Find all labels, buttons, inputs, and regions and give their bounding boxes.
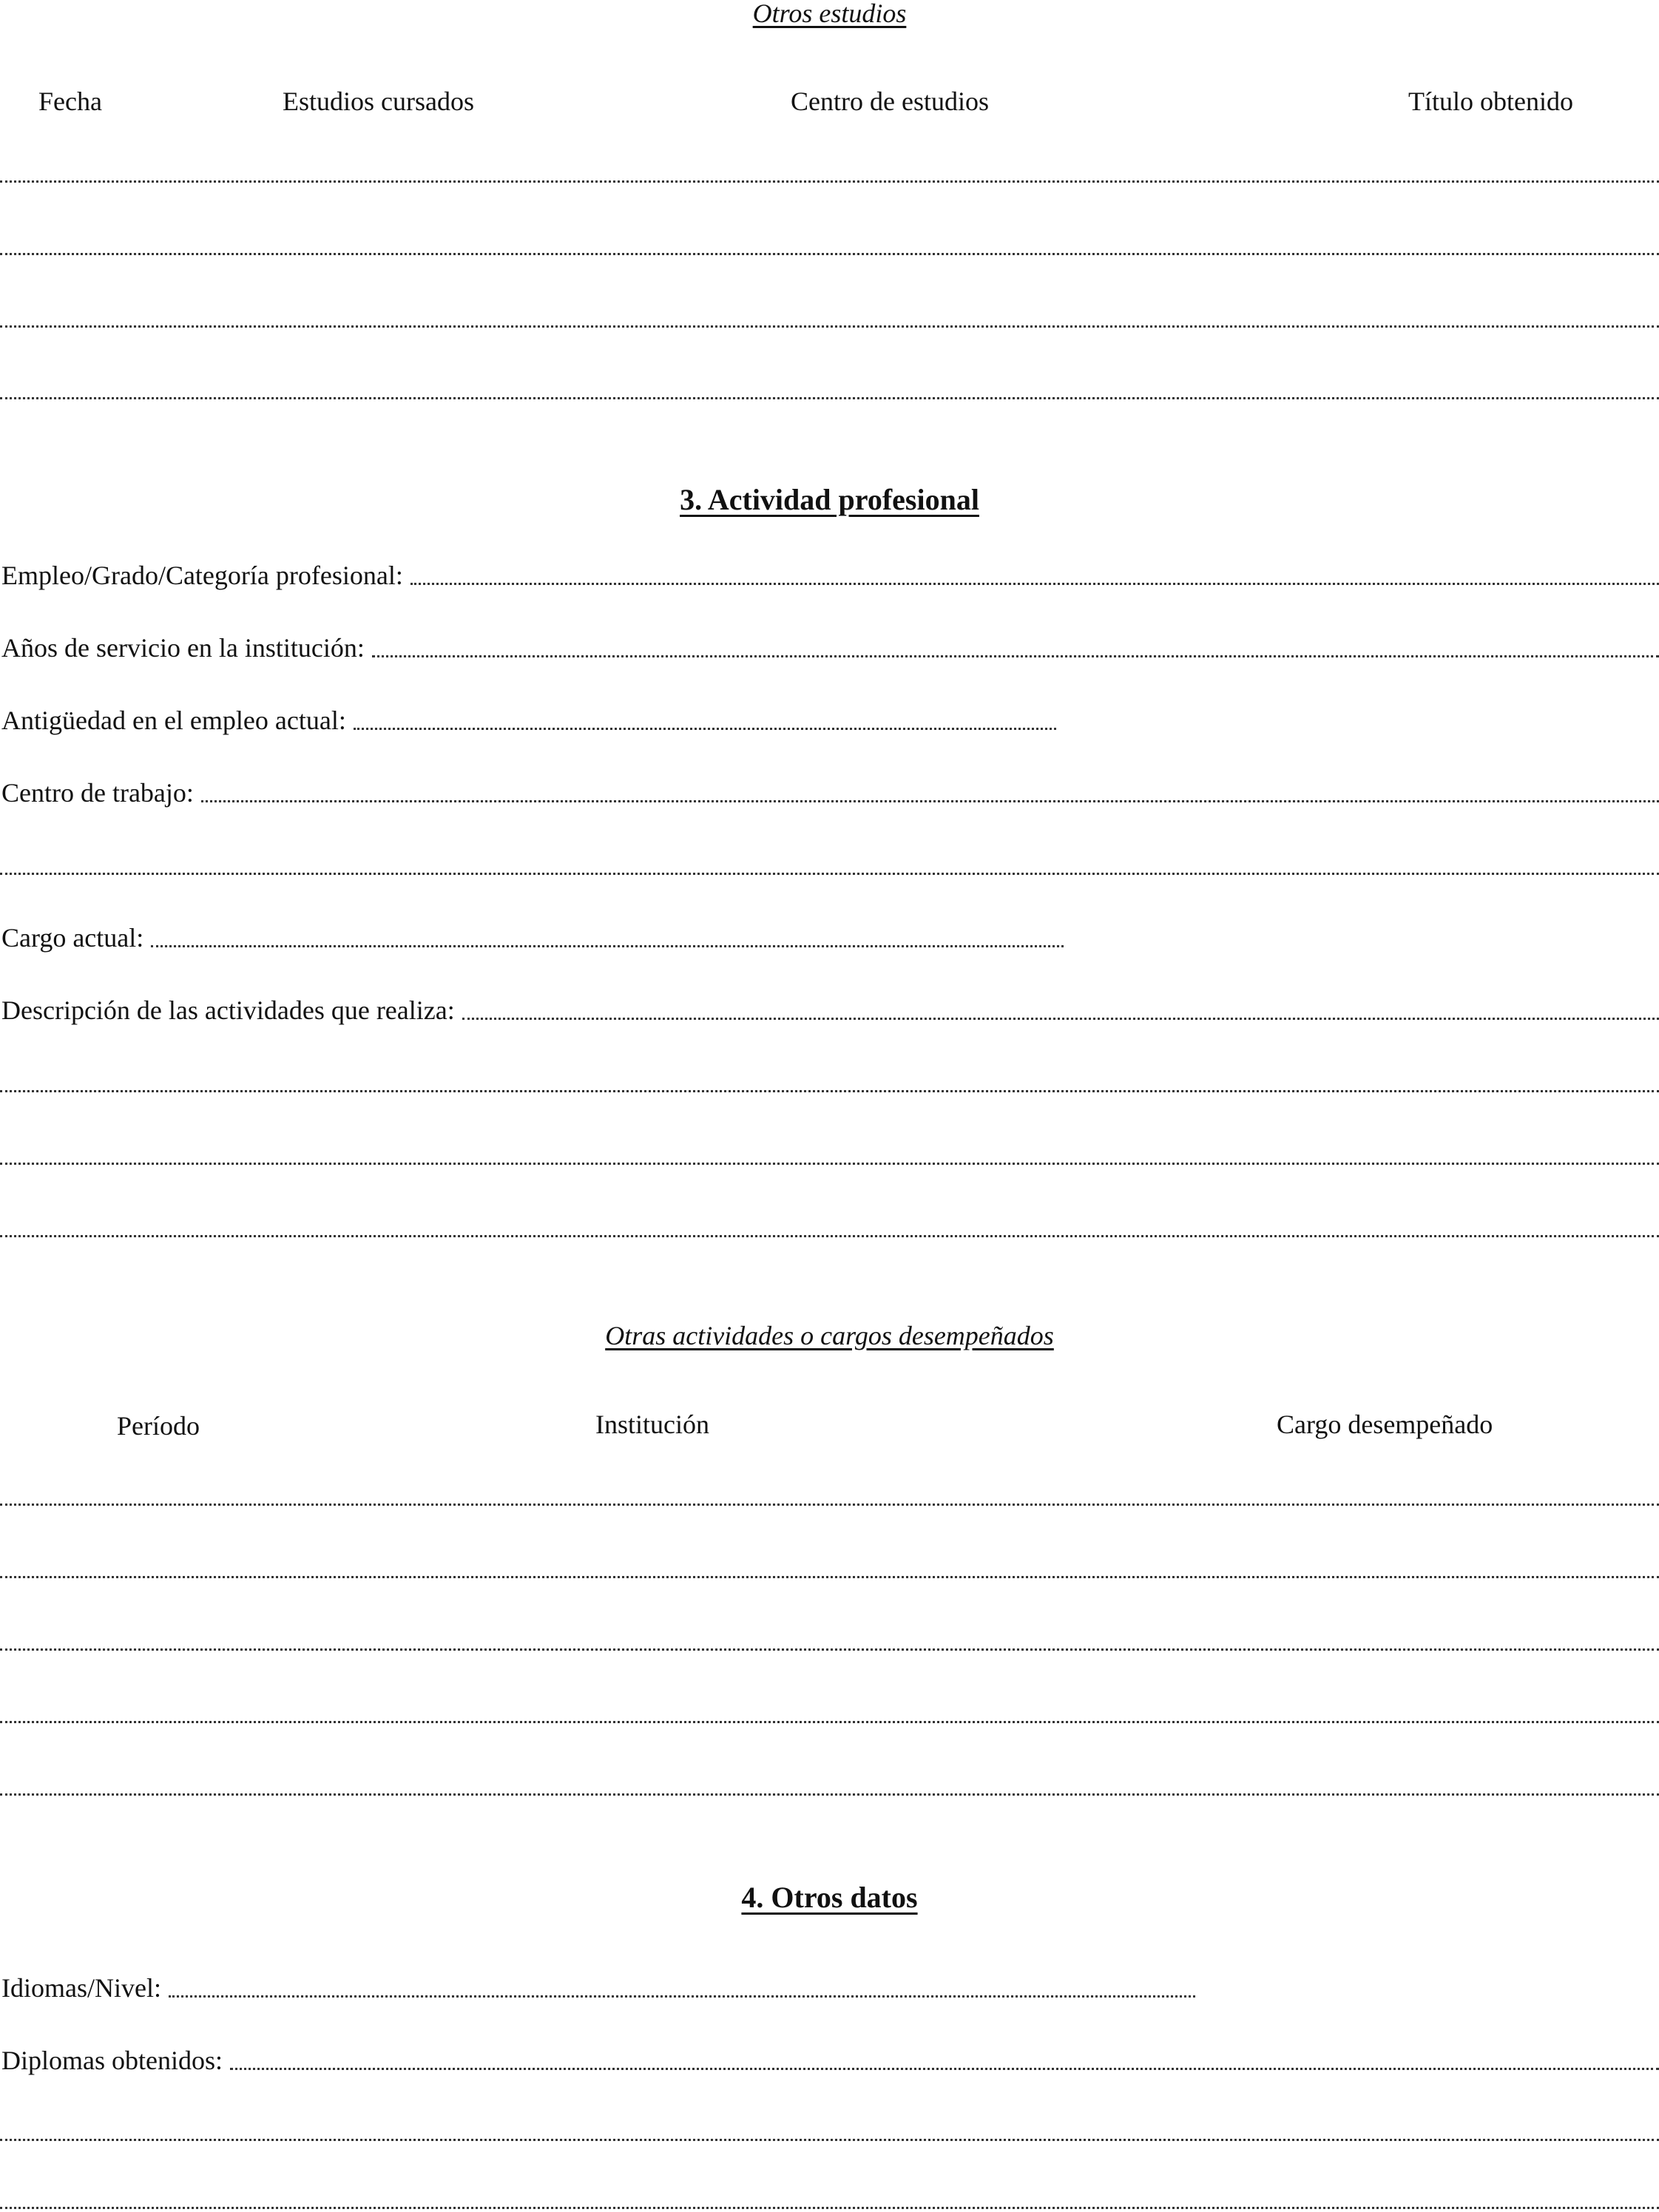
column-header-cargo-desempenado: Cargo desempeñado (1277, 1410, 1493, 1439)
column-header-titulo-obtenido: Título obtenido (1408, 87, 1573, 116)
diplomas-label: Diplomas obtenidos: (1, 2046, 223, 2075)
idiomas-label: Idiomas/Nivel: (1, 1973, 161, 2003)
diplomas-field[interactable] (1, 2044, 1659, 2077)
otros-estudios-row-1[interactable] (0, 180, 1659, 183)
column-header-centro-de-estudios: Centro de estudios (791, 87, 989, 116)
empleo-label: Empleo/Grado/Categoría profesional: (1, 561, 403, 590)
centro-trabajo-label: Centro de trabajo: (1, 778, 194, 808)
column-header-institucion: Institución (595, 1410, 709, 1439)
otros-estudios-row-3[interactable] (0, 325, 1659, 328)
column-header-estudios-cursados: Estudios cursados (283, 87, 474, 116)
diplomas-fill-line[interactable] (230, 2068, 1659, 2070)
diplomas-extra-line-1[interactable] (0, 2139, 1659, 2141)
cargo-actual-label: Cargo actual: (1, 923, 144, 953)
otros-estudios-row-2[interactable] (0, 253, 1659, 255)
descripcion-extra-line-3[interactable] (0, 1235, 1659, 1237)
otras-actividades-row-1[interactable] (0, 1504, 1659, 1506)
idiomas-field[interactable] (1, 1972, 1195, 2004)
otras-actividades-heading: Otras actividades o cargos desempeñados (605, 1321, 1054, 1350)
idiomas-fill-line[interactable] (169, 1995, 1195, 1998)
anos-servicio-label: Años de servicio en la institución: (1, 633, 365, 663)
descripcion-extra-line-2[interactable] (0, 1163, 1659, 1165)
centro-trabajo-extra-line[interactable] (0, 873, 1659, 875)
otras-actividades-row-3[interactable] (0, 1648, 1659, 1651)
cargo-actual-field[interactable] (1, 921, 1064, 954)
antiguedad-field[interactable] (1, 704, 1056, 737)
column-header-fecha: Fecha (38, 87, 102, 116)
otros-estudios-heading: Otros estudios (752, 0, 907, 28)
otras-actividades-row-5[interactable] (0, 1793, 1659, 1796)
empleo-fill-line[interactable] (410, 583, 1659, 585)
otras-actividades-row-2[interactable] (0, 1576, 1659, 1578)
centro-trabajo-fill-line[interactable] (201, 800, 1659, 802)
centro-trabajo-field[interactable] (1, 777, 1659, 809)
descripcion-extra-line-1[interactable] (0, 1090, 1659, 1092)
column-header-periodo: Período (117, 1411, 200, 1441)
empleo-field[interactable] (1, 559, 1659, 592)
anos-servicio-field[interactable] (1, 632, 1659, 664)
otros-datos-heading: 4. Otros datos (741, 1881, 918, 1914)
anos-servicio-fill-line[interactable] (372, 655, 1659, 657)
cargo-actual-fill-line[interactable] (151, 945, 1064, 947)
descripcion-label: Descripción de las actividades que realiza: (1, 995, 455, 1025)
otros-estudios-row-4[interactable] (0, 397, 1659, 399)
actividad-profesional-heading: 3. Actividad profesional (680, 483, 979, 516)
antiguedad-label: Antigüedad en el empleo actual: (1, 706, 346, 735)
otras-actividades-row-4[interactable] (0, 1721, 1659, 1723)
descripcion-fill-line[interactable] (462, 1018, 1659, 1020)
descripcion-field[interactable] (1, 994, 1659, 1026)
antiguedad-fill-line[interactable] (354, 728, 1056, 730)
diplomas-extra-line-2[interactable] (0, 2207, 1659, 2209)
